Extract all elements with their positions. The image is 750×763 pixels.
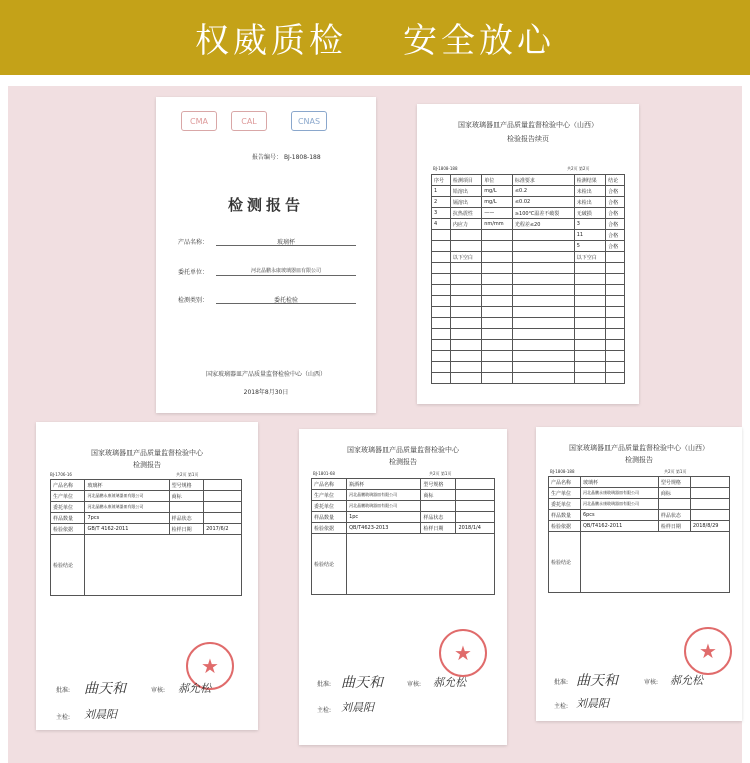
table-row: 3 抗热震性 —— ≥100℃温差不破裂 无破损 合格	[432, 208, 625, 219]
review-label: 审核:	[151, 687, 166, 694]
results-table	[431, 174, 625, 384]
report-title: 检测报告	[227, 196, 304, 214]
client-label: 委托单位：	[178, 269, 209, 276]
table-row: 4 内应力 nm/mm 光程差≤20 3 合格	[432, 219, 625, 230]
org-name: 国家玻璃器皿产品质量监督检验中心（山西）	[205, 371, 326, 378]
report-cover-page	[156, 97, 376, 413]
product-value: 玻璃杯	[276, 239, 295, 246]
approver-signature: 曲天和	[84, 681, 126, 697]
official-stamp: ★	[684, 627, 732, 675]
product-label: 产品名称：	[178, 239, 209, 246]
test-report-2	[299, 429, 507, 745]
type-value: 委托检验	[273, 297, 298, 304]
reviewer-signature: 郝允松	[433, 676, 466, 689]
official-stamp: ★	[186, 642, 234, 690]
report-number: BJ-1801-68	[313, 471, 335, 476]
report-date: 2018年8月30日	[243, 389, 289, 396]
inspector-signature: 刘晨阳	[341, 701, 374, 714]
org-name: 国家玻璃器皿产品质量监督检验中心	[347, 446, 459, 454]
approve-label: 批准:	[554, 679, 569, 686]
test-report-3	[536, 427, 742, 721]
inspector-signature: 刘晨阳	[576, 697, 609, 710]
table-row: 以下空白 以下空白	[432, 252, 625, 263]
page-count: 共2页 第2页	[567, 166, 590, 171]
approver-signature: 曲天和	[341, 675, 383, 691]
approve-label: 批准:	[56, 687, 71, 694]
page-count: 共2页 第1页	[176, 472, 199, 477]
inspector-signature: 刘晨阳	[84, 708, 117, 721]
reviewer-signature: 郝允松	[670, 674, 703, 687]
check-label: 主检:	[554, 703, 569, 710]
review-label: 审核:	[407, 681, 422, 688]
report-subtitle: 检测报告	[389, 458, 417, 466]
check-label: 主检:	[56, 714, 71, 721]
header-banner	[0, 0, 750, 75]
report-number: 报告编号： BJ-1808-188	[252, 154, 321, 161]
page-subtitle: 检验报告续页	[507, 135, 549, 143]
table-row: 1 铅溶出 mg/L ≤0.2 未检出 合格	[432, 186, 625, 197]
reviewer-signature: 郝允松	[178, 682, 211, 695]
report-number: BJ-1808-188	[433, 166, 458, 171]
table-header: 序号 检测项目 单位 标准要求 检测结果 结论	[432, 175, 625, 186]
report-number: BJ-1706-16	[50, 472, 72, 477]
report-subtitle: 检测报告	[625, 456, 653, 464]
official-stamp: ★	[439, 629, 487, 677]
check-label: 主检:	[317, 707, 332, 714]
cnas-logo: CNAS	[291, 111, 327, 131]
org-name: 国家玻璃器皿产品质量监督检验中心（山西）	[569, 444, 709, 452]
page-count: 共2页 第1页	[429, 471, 452, 476]
test-report-1	[36, 422, 258, 730]
info-table: 产品名称 瓶酒杯 型号规格 生产单位 河北晶鹏玻璃器皿有限公司 商标 委托单位 河北晶鹏玻璃器皿有限公司 样品数量 1pc 样品状态 检验依据 QB/T4623-2013 检样日期 2018/1/4 检验结论	[311, 478, 495, 595]
report-continuation-page	[417, 104, 639, 404]
client-value: 河北晶鹏永康玻璃器皿有限公司	[250, 268, 321, 274]
report-subtitle: 检测报告	[133, 461, 161, 469]
banner-left-text: 权威质检	[195, 21, 347, 61]
approver-signature: 曲天和	[576, 673, 618, 689]
org-name: 国家玻璃器皿产品质量监督检验中心（山西）	[458, 121, 598, 129]
review-label: 审核:	[644, 679, 659, 686]
cma-logo: CMA	[181, 111, 217, 131]
banner-right-text: 安全放心	[403, 21, 555, 61]
org-name: 国家玻璃器皿产品质量监督检验中心	[91, 449, 203, 457]
cal-logo: CAL	[231, 111, 267, 131]
page-count: 共2页 第1页	[664, 469, 687, 474]
type-label: 检测类别：	[178, 297, 209, 304]
approve-label: 批准:	[317, 681, 332, 688]
info-table: 产品名称 玻璃杯 型号规格 生产单位 河北晶鹏永康玻璃器皿有限公司 商标 委托单位 河北晶鹏永康玻璃器皿有限公司 样品数量 7pcs 样品状态 检验依据 GB/T 4162-2011 检样日期 2017/6/2 检验结论	[50, 479, 242, 596]
table-row: 2 镉溶出 mg/L ≤0.02 未检出 合格	[432, 197, 625, 208]
table-row: 11 合格	[432, 230, 625, 241]
table-row: 5 合格	[432, 241, 625, 252]
info-table: 产品名称 玻璃杯 型号规格 生产单位 河北晶鹏永康玻璃器皿有限公司 商标 委托单位 河北晶鹏永康玻璃器皿有限公司 样品数量 6pcs 样品状态 检验依据 QB/T4162-2011 检样日期 2018/8/29 检验结论	[548, 476, 730, 593]
report-number: BJ-1808-188	[550, 469, 575, 474]
